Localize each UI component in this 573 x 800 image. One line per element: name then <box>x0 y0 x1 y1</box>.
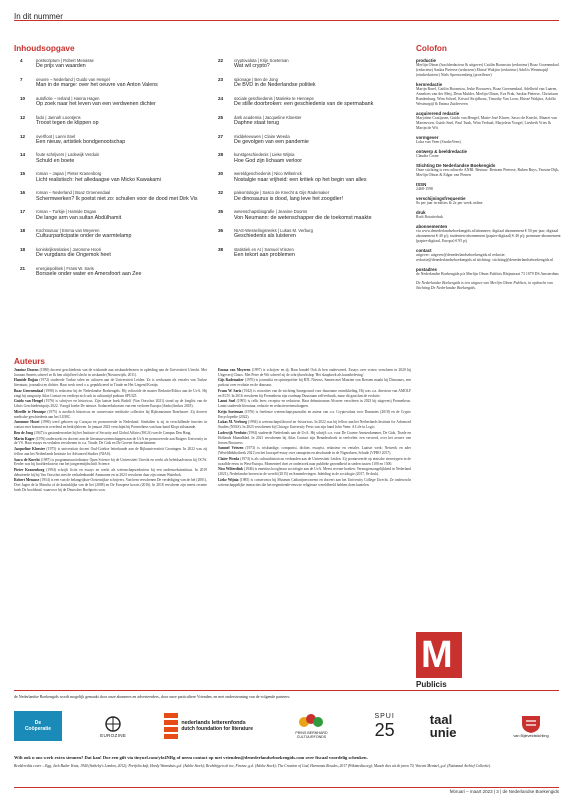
author-name: Claire Weeda <box>218 456 240 461</box>
author-bio <box>218 420 411 430</box>
toc-category: cryptovaluta | Krijn Soeteman <box>234 58 289 63</box>
sponsor-cooperatie-line1: De <box>34 720 42 726</box>
author-name: Ben de Jong <box>14 430 34 435</box>
author-name: Nico Wilterdink <box>218 467 244 472</box>
toc-entry[interactable] <box>20 115 215 134</box>
sponsor-letterenfonds-line2: dutch foundation for literature <box>181 726 253 732</box>
author-text: (1995) is cello lerer, receptor en redacteur. Haar debuutroman Alsweer verscheen in 2023 bij uitgeverij Prometheus. Lanni studeerde literatuur, redactie en redactiewetenschappen. <box>218 399 411 409</box>
sponsor-spui25-logo[interactable] <box>363 713 407 739</box>
toc-category: sociale geschiedenis | Marieke te Hennepe <box>234 95 314 101</box>
toc-entry[interactable] <box>20 209 215 228</box>
author-bio <box>14 389 207 399</box>
eurozine-mark-icon <box>102 715 124 733</box>
author-name: Krijn Soeteman <box>218 409 244 414</box>
colofon-text: uitgever: uitgever@denederlandseboekengids.nl redactie: redactie@denederlandseboekengids.nl stichting: stichting@denederlandseboekengids.nl <box>416 253 554 262</box>
toc-category: roman – Japan | Pieter Kranenborg <box>36 171 102 177</box>
toc-article-title: De stille doorbroken: een geschiedenis van de spermabank <box>234 101 374 108</box>
author-text: (1976) is schrijver en historicus. Zijn laatste boek Rudolf (Van Oorschot 2021) stond op de longlist van de Libris Geschiedenisprijs 2022. Voorgd boeke De nieuwe. Sodarreeksbossen van een verloren Europa (Ambo|Anthos 2018). <box>14 399 207 409</box>
toc-category: kunstgeschiedenis | Lieke Wijnia <box>234 152 295 158</box>
toc-entry[interactable] <box>20 247 215 266</box>
toc-category: fado | Jannah Loontjens <box>36 114 81 120</box>
toc-category: oeuvre – Nederland | Guido van Hengel <box>36 76 110 82</box>
toc-article-title: Schuld en boete <box>36 157 75 164</box>
toc-article-title: Daphne staat terug <box>234 120 280 127</box>
colofon-text: Merlijn Olnon (hoofdredacteur & uitgever) Caitlin Boomstra (redacteur) Boaz Groenendaal (redacteur) Saskia Pieterse (redacteur) Ebissé Wakjira (redacteur) Adolfo Westmopijl (eindredacteur) Niels Spreuwenberg (proeflezer) <box>416 63 559 77</box>
toc-right-column <box>218 58 413 266</box>
author-text: (1976) is freelance wetenschapsjournalist en auteur van o.a. Cryptovaluta voor Dummies (2018) en de Crypto Encyclopedie (2022). <box>218 409 411 419</box>
toc-page-number: 23 <box>218 76 224 82</box>
toc-article-title: Hoe God zijn lichaam verloor <box>234 157 303 164</box>
author-name: Robert Menasse <box>14 478 40 483</box>
colofon-heading: Stichting De Nederlandse Boekengids <box>416 163 496 168</box>
author-text: (1973) is wiskundige, componist, dichter, essayist, redacteur en vertaler. Laatste werk: Netwerk en ader (Wereldbibliotheek 2021) en het koorspel-essay over camaprim en abschunde in de Nigerahsen, Schade (VPRO 2017). <box>218 446 412 456</box>
author-name: Gijs Rademaker <box>218 378 244 383</box>
author-text: (1994) schrijft fictie en essays en werkt als wetenschapsredacteur bij een onderzoeksinstituut. In 2019 debuteerde hij bij Van Oorschot met de verhalenbundel Ammonen en in 2023 verscheen daar zijn roman Waterbok. <box>14 468 207 477</box>
author-bio <box>218 457 411 467</box>
toc-category: postscriptum | Robert Menasse <box>36 58 94 63</box>
colofon-heading: contact <box>416 248 432 253</box>
author-bio <box>14 368 207 378</box>
toc-category: overfloot | Lanni Snel <box>36 133 76 139</box>
toc-page-number: 17 <box>20 209 26 215</box>
toc-article-title: Nostalgie naar vrijheid: een kritiek op het begin van alles <box>234 176 367 183</box>
toc-entry[interactable] <box>218 96 413 115</box>
author-text: (1975) is medisch historicus en conservator medische collecties bij Rijksmuseum Boerhaave. Zij doceert medische geschiedenis aan het LUMC. <box>14 409 207 419</box>
author-name: Marin Kager <box>14 436 35 441</box>
author-text: (1954) is een van de belangrijkste Oostenrijkse schrijvers. Van hem verschenen De verdediging van de hel (2001), Drei Jagen de la Mancha of de koninklijke van de liet (2008) en De Europese koorts (2016). In 2018 verscheen zijn meest recente boek De hoofdstad, waarvoor hij de Deutscher Buchpreis won. <box>14 478 207 493</box>
sponsor-spui25-line1: SPUI <box>374 713 395 720</box>
toc-entry[interactable] <box>20 134 215 153</box>
toc-page-number: 10 <box>20 95 26 101</box>
toc-article-title: Een tekort aan problemen <box>234 252 295 259</box>
toc-category: NIAS-Wesselingsreeks | Lukas M. Verburg <box>234 228 313 234</box>
toc-page-number: 14 <box>20 152 26 158</box>
toc-entry[interactable] <box>218 171 413 190</box>
toc-article-title: Op zoek naar het leven van een verdwenen dichter <box>36 101 156 108</box>
colofon-text: 2468-1598 <box>416 187 433 191</box>
toc-category: foute schrijvers | Lodewijk Verduin <box>36 152 100 158</box>
toc-page-number: 18 <box>20 246 26 252</box>
toc-entry[interactable] <box>20 228 215 247</box>
toc-entry[interactable] <box>20 77 215 96</box>
colofon-text: Marjolein Costijssen, Guido van Hengel, Marie-José Klaver, Sasco de Knecht, Maaret van Marteuwen, Guido Snel, Paul Tunk, Wim Verbaal, Marjolein Voogel, Liesbeth Vries & Marijn de Wit <box>416 116 557 130</box>
toc-title: Inhoudsopgave <box>14 44 75 53</box>
author-name: Jeanine Doorns <box>14 368 39 372</box>
author-text: (1980) doceert geschiedenis van de wiskunde aan wiskundeleraren in opleiding aan de Universiteit Utrecht. Met Jonatan Smeets schreef ze Ik ben altijd heel slecht in wiskunde (Nieuwezijds, 2011). <box>14 368 207 377</box>
author-name: Pieter Kranenborg <box>14 468 45 472</box>
colofon-heading: vormgever <box>416 135 439 140</box>
publicis-logo <box>416 632 462 678</box>
toc-article-title: Licht realistisch: het alledaagse van Micko Kawakami <box>36 176 161 183</box>
toc-entry[interactable] <box>20 171 215 190</box>
author-bio <box>218 478 411 488</box>
toc-entry[interactable] <box>20 190 215 209</box>
toc-entry[interactable] <box>20 266 215 285</box>
author-name: Lanni Snel <box>218 399 236 404</box>
colofon-heading: ISSN <box>416 182 427 187</box>
toc-entry[interactable] <box>218 228 413 247</box>
sponsor-taalunie-logo[interactable] <box>430 713 480 739</box>
sponsor-letterenfonds-logo[interactable] <box>164 713 260 739</box>
author-bio <box>14 410 207 420</box>
author-bio <box>14 447 207 457</box>
sponsor-cooperatie-line2: Coöperatie <box>24 726 52 732</box>
bijleveld-shield-icon <box>520 714 542 734</box>
author-bio <box>218 467 411 477</box>
sponsor-logos <box>14 704 559 748</box>
toc-article-title: De prijs van waarden <box>36 63 86 70</box>
author-name: Frans W. Saris <box>218 388 242 393</box>
toc-page-number: 38 <box>218 246 224 252</box>
colofon-heading: ontwerp & beeldredactie <box>416 149 467 154</box>
toc-entry[interactable] <box>20 58 215 77</box>
page-header-title: In dit nummer <box>14 12 63 21</box>
toc-page-number: 7 <box>20 76 23 82</box>
toc-article-title: Troost tegen de klippen op <box>36 120 99 127</box>
sponsor-bijleveld-logo[interactable] <box>503 714 559 738</box>
colofon-heading: druk <box>416 210 426 215</box>
toc-category: Kochtoutuur | Emma van Meyeren <box>36 228 100 234</box>
author-text: (1974) is als cultuurhistoricus verbonden aan de Universiteit Leiden. Zij promoveerde op etnische stereotypen in de twaalfde eeuw in West-Europa. Momenteel doet ze onderzoek naar publieke gezondheid in steden tussen 1100 en 1500. <box>218 456 411 466</box>
toc-page-number: 16 <box>20 190 26 196</box>
colofon-text: 8x per jaar in edities & 2x per week online <box>416 201 483 205</box>
author-name: Jacqueline Kloester <box>14 447 46 452</box>
toc-category: autofictie – Ierland | Hanna Hagen <box>36 95 100 101</box>
toc-article-title: De lange arm van sultan Abdülhamit <box>36 214 122 221</box>
toc-category: paleontologie | Sasco de Knecht & Gijs Rademaker <box>234 190 330 196</box>
toc-page-number: 30 <box>218 171 224 177</box>
toc-entry[interactable] <box>218 209 413 228</box>
author-bio <box>14 399 207 409</box>
author-bio <box>14 437 207 447</box>
toc-page-number: 21 <box>20 265 26 271</box>
cultuurfonds-flower-icon <box>296 713 326 731</box>
colofon-text: Marijn Barel, Caitlin Boomstra, Jeske Brouwers, Boaz Groenendaal, Adelheid van Laaren, Anneloes van der Meij, Dean Mulder, Merlijn Olnon, Eva Prak, Saskia Pieterse, Christiaan Rondenburg, Wim Schoel, Kristof Strijdhorst, Timothy Van Loon, Ebissé Wakjira, Adolfo Westmopijl & Emma Zuiderveen <box>416 87 558 106</box>
author-bio <box>218 431 411 446</box>
colofon-heading: productie <box>416 58 437 63</box>
author-text: (1996) werd geboren op Curaçao en promoveerde in Nederland. Sindsdien is zij in verschillende functies in contact met bommen in overlend en bedrijfsleven. In januari 2023 verschijnt bij Prometheus van haar hand Klopt stilstaande. <box>14 420 208 430</box>
donation-line: Wilt ook u ons werk extra steunen? Dat kan! Doe een gift via tinyurl.com/yfz4NRg of neem contact op met vrienden@denederlandseboekengids.com over fiscaal voordelig schenken. <box>14 755 368 760</box>
author-bio <box>14 478 207 493</box>
sponsor-eurozine-label: EUROZINE <box>100 732 127 738</box>
toc-left-column <box>20 58 215 285</box>
author-bio <box>14 458 207 468</box>
publicis-logo-letter: M <box>421 634 453 676</box>
toc-category: wetenschapsbiografie | Jeanine Doorns <box>234 209 308 215</box>
author-bio <box>218 368 411 378</box>
toc-page-number: 12 <box>20 133 26 139</box>
toc-page-number: 18 <box>20 228 26 234</box>
toc-article-title: Wat wil crypto? <box>234 63 270 70</box>
toc-entry[interactable] <box>218 58 413 77</box>
toc-page-number: 32 <box>218 190 224 196</box>
author-name: Samuel Vriezen <box>218 446 244 451</box>
sponsor-taalunie-line2: unie <box>429 725 457 740</box>
author-text: (1985) is conservator bij Museum Catharijneconvent en doceert aan het University College Utrecht. Ze onderzocht wetenschappelijke interacties die het negentiende-eeuwse religieuze wereldbeeld hebben doen kantelen. <box>218 477 411 487</box>
author-bio <box>218 446 411 456</box>
colofon-text: via www.denederlandseboekengids.nl/abonneer; digitaal abonnement € 50 per jaar; digitaal abonnement € 40 p/j; studenten-abonnement (papier-digitaal) € 40 p/j; premium-abonnement (papier-digitaal, Europa) € 95 p/j <box>416 229 561 243</box>
colofon-heading: acquirerend redactie <box>416 111 460 116</box>
toc-entry[interactable] <box>218 247 413 266</box>
toc-entry[interactable] <box>20 96 215 115</box>
toc-article-title: De dinosaurus is dood, lang leve het zoogdier! <box>234 195 343 202</box>
toc-article-title: Schermwerken? Ik poetst niet zo: schuilen voor de dood met Dirk Vis <box>36 195 198 202</box>
author-name: Lukas M. Verburg <box>218 420 247 425</box>
toc-category: dark academia | Jacqueline Kloester <box>234 114 302 120</box>
colofon-text: Onze stichting is een culturele ANBI. Bestuur: Bertram Pieterse, Ruben Buys, Yassine Dijk, Merlijn Olnon & Edgar van Pienen <box>416 168 560 177</box>
authors-column-1 <box>14 368 207 494</box>
colofon-text: de Nederlandse Boekengids p/a Merlijn Olnon Publicis Rhijnstraat 73 1079 DS Amsterdam <box>416 272 559 276</box>
toc-category: spionage | Ben de Jong <box>234 76 278 82</box>
author-text: (1972) studeerde Turkse talen en culturen aan de Universiteit Leiden. Ze is werkzaam als vertaler van Turkse literatuur, journalist en dichter. Haar werk werd o.a. gepubliceerd in Tirade en Het Liegend Konijn. <box>14 378 207 388</box>
author-name: Mireille te Hennepe <box>14 409 46 414</box>
toc-article-title: Man in de marge: over het oeuvre van Anton Valens <box>36 82 158 89</box>
colofon-heading: verschijningsfrequentie <box>416 196 466 201</box>
toc-article-title: Een nieuw, artistiek bondgenootschap <box>36 138 126 145</box>
colofon-text: Claudia Crone <box>416 154 439 158</box>
sponsor-cultuurfonds-line1: PRINS BERNHARD <box>295 730 328 735</box>
toc-article-title: Borssele onder water en Amersfoort aan Zee <box>36 271 142 278</box>
page-header <box>14 6 559 21</box>
colofon-block <box>416 58 562 291</box>
sponsor-bijleveld-label: van Bijleveldstichting <box>513 734 549 738</box>
author-bio <box>218 389 411 399</box>
sponsor-cultuurfonds-logo[interactable] <box>283 713 339 740</box>
author-bio <box>218 410 411 420</box>
author-text: (1975) is universitair docent Oud-Griekse letterkunde aan de Rijksuniversiteit Groningen. In 2022 was zij fellow aan het Netherlands Institute for Advanced Studies (NIAS). <box>14 447 207 456</box>
toc-page-number: 36 <box>218 228 224 234</box>
toc-category: roman – Turkije | Hamide Dogan <box>36 209 97 215</box>
toc-article-title: Cultuurparticipatie onder de warmtelamp <box>36 233 132 240</box>
toc-page-number: 15 <box>20 171 26 177</box>
authors-column-2 <box>218 368 411 488</box>
author-name: Boaz Groenendaal <box>14 388 44 393</box>
toc-article-title: Geschiedenis als luisteren <box>234 233 296 240</box>
toc-article-title: De vurgdans die Ongemok heet <box>36 252 111 259</box>
sponsor-divider <box>14 690 559 691</box>
toc-page-number: 35 <box>218 209 224 215</box>
colofon-text: Loka van Veen (StudioVeen) <box>416 140 461 144</box>
toc-category: middeleeuwen | Claire Weeda <box>234 133 290 139</box>
page-footer-text: februari – maart 2023 | 3 | de Nederlandse Boekengids <box>449 789 559 794</box>
author-bio <box>14 468 207 478</box>
toc-page-number: 27 <box>218 133 224 139</box>
colofon-heading: kernredactie <box>416 82 443 87</box>
sponsor-letterenfonds-line1: nederlands letterenfonds <box>181 720 246 726</box>
author-name: Emma van Meyeren <box>218 368 251 372</box>
colofon-text: De Nederlandse Boekengids is een uitgave van Merlijn Olnon Publicis, in opdracht van Stichting De Nederlandse Boekengids. <box>416 281 553 290</box>
author-text: (1987) is programmacoördinator Open Science bij de Universiteit Utrecht en werkt als beleidsadviseur bij OCW. Eerder was hij hoofdredacteur van het jongerentijdschrift Science. <box>14 457 207 467</box>
toc-category: statistiek en AI | Samuel Vriezen <box>234 246 294 252</box>
author-text: (1946) is emeritus hoogleraar sociologie aan de UvA. Meest recente boeken: Vermogensongelijkheid in Nederland (2021), Nederlandse boeren in de wereld (2015) en Samenlevingen. Inleiding in de sociologie (2017, 8e druk). <box>218 467 411 477</box>
author-name: Sasco de Knecht <box>14 457 40 462</box>
author-bio <box>218 399 411 409</box>
sponsor-cultuurfonds-line2: CULTUURFONDS <box>296 735 327 739</box>
authors-title: Auteurs <box>14 357 45 366</box>
toc-page-number: 25 <box>218 114 224 120</box>
author-text: (1990) is redacteur bij de Nederlandse Boekengids. Hij voltooide de master Redactie/Editor aan de UvA. Hij zingt bij zangcoöp Atlas Contact en verdiept zich ook in cultuurtijd podium SPUI25. <box>14 388 207 398</box>
toc-category: koninkrijksrelaties | Jaromme Hoori <box>36 246 102 252</box>
toc-category: roman – Nederland | Boaz Groenendaal <box>36 190 111 196</box>
author-name: Lieke Wijnia <box>218 477 239 482</box>
author-text: (1994) studeerde Nederlands aan de UvA. Hij schrijft o.a. voor De Groene Amsterdammer, De Gids, Tirade en Hollands Maandblad. In 2021 verschenen bij Atlas Contact zijn Benadersboek in veelvelen: een verwerd, over het oeuvre van Jeroen Brouwers. <box>218 430 411 445</box>
toc-entry[interactable] <box>218 77 413 96</box>
toc-page-number: 28 <box>218 152 224 158</box>
sponsor-eurozine-logo[interactable] <box>85 715 141 738</box>
toc-article-title: De gevolgen van een pandemie <box>234 138 309 145</box>
sponsor-intro: de Nederlandse Boekengids wordt mogelijk gemaakt door onze abonnees en adverteerders, door onze particuliere Vrienden, en met ondersteuning van de volgende partners: <box>14 694 291 699</box>
toc-entry[interactable] <box>218 152 413 171</box>
sponsor-cooperatie-logo[interactable] <box>14 711 62 741</box>
author-text: (1976) is journalist en opiniepoëtier bij RTL Nieuws. Samen met Maarten van Rossem maakt hij Dinosaurs, een podcast over evolutie en de dinosaur. <box>218 378 411 388</box>
sponsor-spui25-line2: 25 <box>374 720 395 740</box>
sponsor-taalunie-line1: taal <box>429 712 453 727</box>
letterenfonds-bars-icon <box>164 713 178 739</box>
author-name: Lodewijk Verduin <box>218 430 247 435</box>
toc-page-number: 4 <box>20 58 23 63</box>
author-text: (1942) is voorzitter van de stichting Saneground voor duurzame ontwikkeling. Hij was o.a. directeur van AMOLF en ECN. In 2016 verscheen bij Prometheus zijn roadmap Duurzaam zelfverbruik, maar dit gaat dan de evolutie. <box>218 388 411 398</box>
colofon-heading: postadres <box>416 267 437 272</box>
toc-entry[interactable] <box>218 190 413 209</box>
page-footer <box>14 787 559 796</box>
publicis-logo-text: Publicis <box>416 680 447 689</box>
colofon-heading: abonnementen <box>416 224 448 229</box>
toc-entry[interactable] <box>218 115 413 134</box>
toc-entry[interactable] <box>20 152 215 171</box>
author-name: Guido van Hengel <box>14 399 44 404</box>
author-bio <box>14 431 207 436</box>
image-credits: Beeldcredits cover – Egg, Jack Butler Yeats, 1944 (Sotheby's London, 2012); Portfolio kaft, Hordy Warnshuis g.d. (Adobe Stock); Rechthijgen ob toe, Firenze, g.d. (Adobe Stock); The Creation of God, Harmonia Rosales, 2017 (Wikimedia.org); Munch dies uit de jaren 70, Vincent Mentzel, g.d. (Nationaal Archief Collectie). <box>14 764 492 768</box>
toc-article-title: De BVD in de Nederlandse politiek <box>234 82 316 89</box>
author-name: Jaromme Hoori <box>14 420 40 425</box>
author-name: Hamide Doğan <box>14 378 38 383</box>
colofon-title: Colofon <box>416 44 447 53</box>
author-text: (1994) is wetenschapsfilosoof en -historicus. In 2022 was hij fellow aan het Netherlands Institute for Advanced Studies (NIAS). In 2023 verschenen bij Chicago University Press van zijn hand John Venn: A Life in Logic. <box>218 420 412 430</box>
toc-page-number: 22 <box>218 58 224 63</box>
toc-category: energiepolitiek | Frans W. Saris <box>36 265 94 271</box>
author-bio <box>14 420 207 430</box>
toc-article-title: Von Neumann: de wetenschapper die de toekomst maakte <box>234 214 372 221</box>
author-text: (1976) onderzoekt en doceert aan de literatuurwetenschappen aan de UvA en promoveerde aan Rutgers University in de VS. Haar essays en verhalen verschenen in o.a. Tirade, De Gids en De Groene Amsterdammer. <box>14 436 207 446</box>
author-bio <box>218 378 411 388</box>
toc-entry[interactable] <box>218 134 413 153</box>
colofon-text: Rodi Rotatiedruk <box>416 215 443 219</box>
toc-page-number: 12 <box>20 114 26 120</box>
toc-page-number: 24 <box>218 95 224 101</box>
author-text: (1947) is gastonderzoeker bij het Institute of Security and Global Affairs (ISGA) van de Campus Den Haag. <box>33 430 192 435</box>
toc-category: wereldgeschiedenis | Nico Wilterinck <box>234 171 302 177</box>
author-bio <box>14 378 207 388</box>
author-text: (1997) is schrijver en dj. Haar bundel Ook ik ben onderweerd. Essays over vrouw verscheen in 2020 bij Uitgeverij Chaos. Met Peter de Wit schreef zij de schrijfworkshop 'Het slaapboek als kunstbeleving'. <box>218 368 411 377</box>
